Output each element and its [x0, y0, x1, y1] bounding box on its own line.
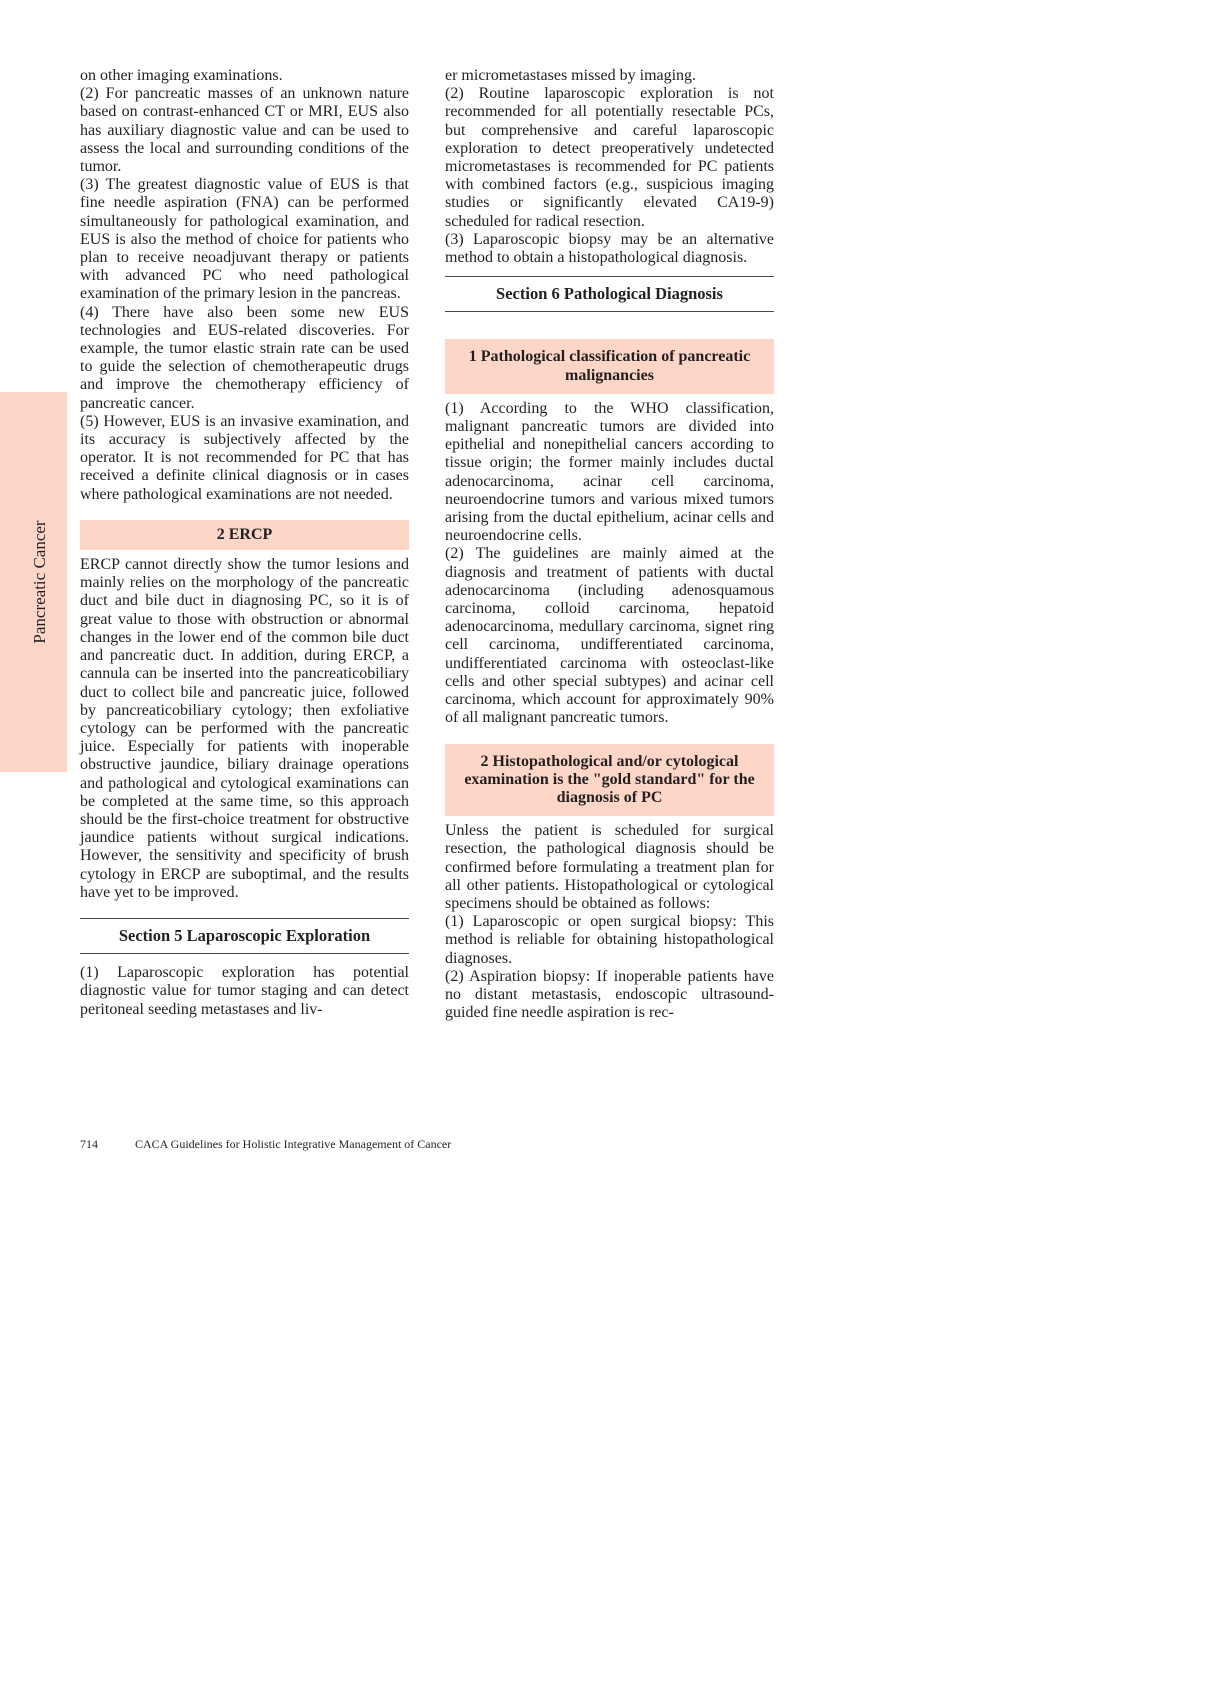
side-tab-label: Pancreatic Cancer: [30, 520, 49, 644]
paragraph-pathology-1: (1) According to the WHO classification, malignant pancreatic tumors are divided into epithelial and nonepithelial cancers according to tissue origin; the former mainly includes ductal adenocarcinoma, acinar cell carcinoma, neuroendocrine tumors and various mixed tumors arising from the ductal epithelium, acinar cells and neuroendocrine cells.: [445, 399, 774, 545]
section-6-heading: Section 6 Pathological Diagnosis: [445, 276, 774, 312]
page-footer: [80, 1137, 451, 1152]
paragraph-gold-standard: Unless the patient is scheduled for surgical resection, the pathological diagnosis should be confirmed before formulating a treatment plan for all other patients. Histopathological or cytological specimens should be obtained as follows:: [445, 822, 774, 912]
paragraph-continued-right: er micrometastases missed by imaging.: [445, 67, 697, 84]
page-number: 714: [80, 1137, 98, 1151]
paragraph-laparoscopic-3: (3) Laparoscopic biopsy may be an alternative method to obtain a histopathological diagnosis.: [445, 230, 774, 267]
subheading-pathological-classification: 1 Pathological classification of pancreatic malignancies: [445, 339, 774, 393]
paragraph-laparoscopic-2: (2) Routine laparoscopic exploration is not recommended for all potentially resectable PCs, but comprehensive and careful laparoscopic exploration to detect preoperatively undetected micrometastases is recommended for PC patients with combined factors (e.g., suspicious imaging studies or significantly elevated CA19-9) scheduled for radical resection.: [445, 85, 774, 230]
right-column: [445, 67, 774, 1022]
subheading-ercp: 2 ERCP: [80, 520, 409, 550]
paragraph-continued: on other imaging examinations.: [80, 67, 283, 84]
running-title: CACA Guidelines for Holistic Integrative Management of Cancer: [135, 1137, 452, 1151]
paragraph-pathology-2: (2) The guidelines are mainly aimed at the diagnosis and treatment of patients with ductal adenocarcinoma (including adenosquamous carcinoma, colloid carcinoma, hepatoid adenocarcinoma, medullary carcinoma, signet ring cell carcinoma, undifferentiated carcinoma, undifferentiated carcinoma with osteoclast-like cells and other special subtypes) and acinar cell carcinoma, which account for approximately 90% of all malignant pancreatic tumors.: [445, 545, 774, 727]
section-5-heading: Section 5 Laparoscopic Exploration: [80, 918, 409, 954]
subheading-gold-standard: 2 Histopathological and/or cytological examination is the "gold standard" for the diagnosis of PC: [445, 744, 774, 817]
left-column: [80, 67, 409, 1019]
paragraph-eus-2: (2) For pancreatic masses of an unknown nature based on contrast-enhanced CT or MRI, EUS also has auxiliary diagnostic value and can be used to assess the local and surrounding conditions of the tumor.: [80, 85, 409, 176]
paragraph-ercp: ERCP cannot directly show the tumor lesions and mainly relies on the morphology of the pancreatic duct and bile duct in diagnosing PC, so it is of great value to those with obstruction or abnormal changes in the lower end of the common bile duct and pancreatic duct. In addition, during ERCP, a cannula can be inserted into the pancreaticobiliary duct to collect bile and pancreatic juice, followed by pancreaticobiliary cytology; then exfoliative cytology can be performed with the pancreatic juice. Especially for patients with inoperable obstructive jaundice, biliary drainage operations and pathological and cytological examinations can be completed at the same time, so this approach should be the first-choice treatment for obstructive jaundice patients without surgical indications. However, the sensitivity and specificity of brush cytology in ERCP are suboptimal, and the results have yet to be improved.: [80, 556, 409, 901]
paragraph-eus-5: (5) However, EUS is an invasive examination, and its accuracy is subjectively affected by the operator. It is not recommended for PC that has received a definite clinical diagnosis or in cases where pathological examinations are not needed.: [80, 412, 409, 503]
paragraph-eus-4: (4) There have also been some new EUS technologies and EUS-related discoveries. For example, the tumor elastic strain rate can be used to guide the selection of chemotherapeutic drugs and improve the chemotherapy efficiency of pancreatic cancer.: [80, 303, 409, 412]
paragraph-laparoscopic-1: (1) Laparoscopic exploration has potential diagnostic value for tumor staging and can detect peritoneal seeding metastases and liv-: [80, 964, 409, 1018]
paragraph-eus-3: (3) The greatest diagnostic value of EUS is that fine needle aspiration (FNA) can be performed simultaneously for pathological examination, and EUS is also the method of choice for patients who plan to receive neoadjuvant therapy or patients with advanced PC who need pathological examination of the primary lesion in the pancreas.: [80, 176, 409, 303]
paragraph-biopsy-1: (1) Laparoscopic or open surgical biopsy: This method is reliable for obtaining histopathological diagnoses.: [445, 913, 774, 967]
paragraph-biopsy-2: (2) Aspiration biopsy: If inoperable patients have no distant metastasis, endoscopic ultrasound-guided fine needle aspiration is rec-: [445, 967, 774, 1022]
